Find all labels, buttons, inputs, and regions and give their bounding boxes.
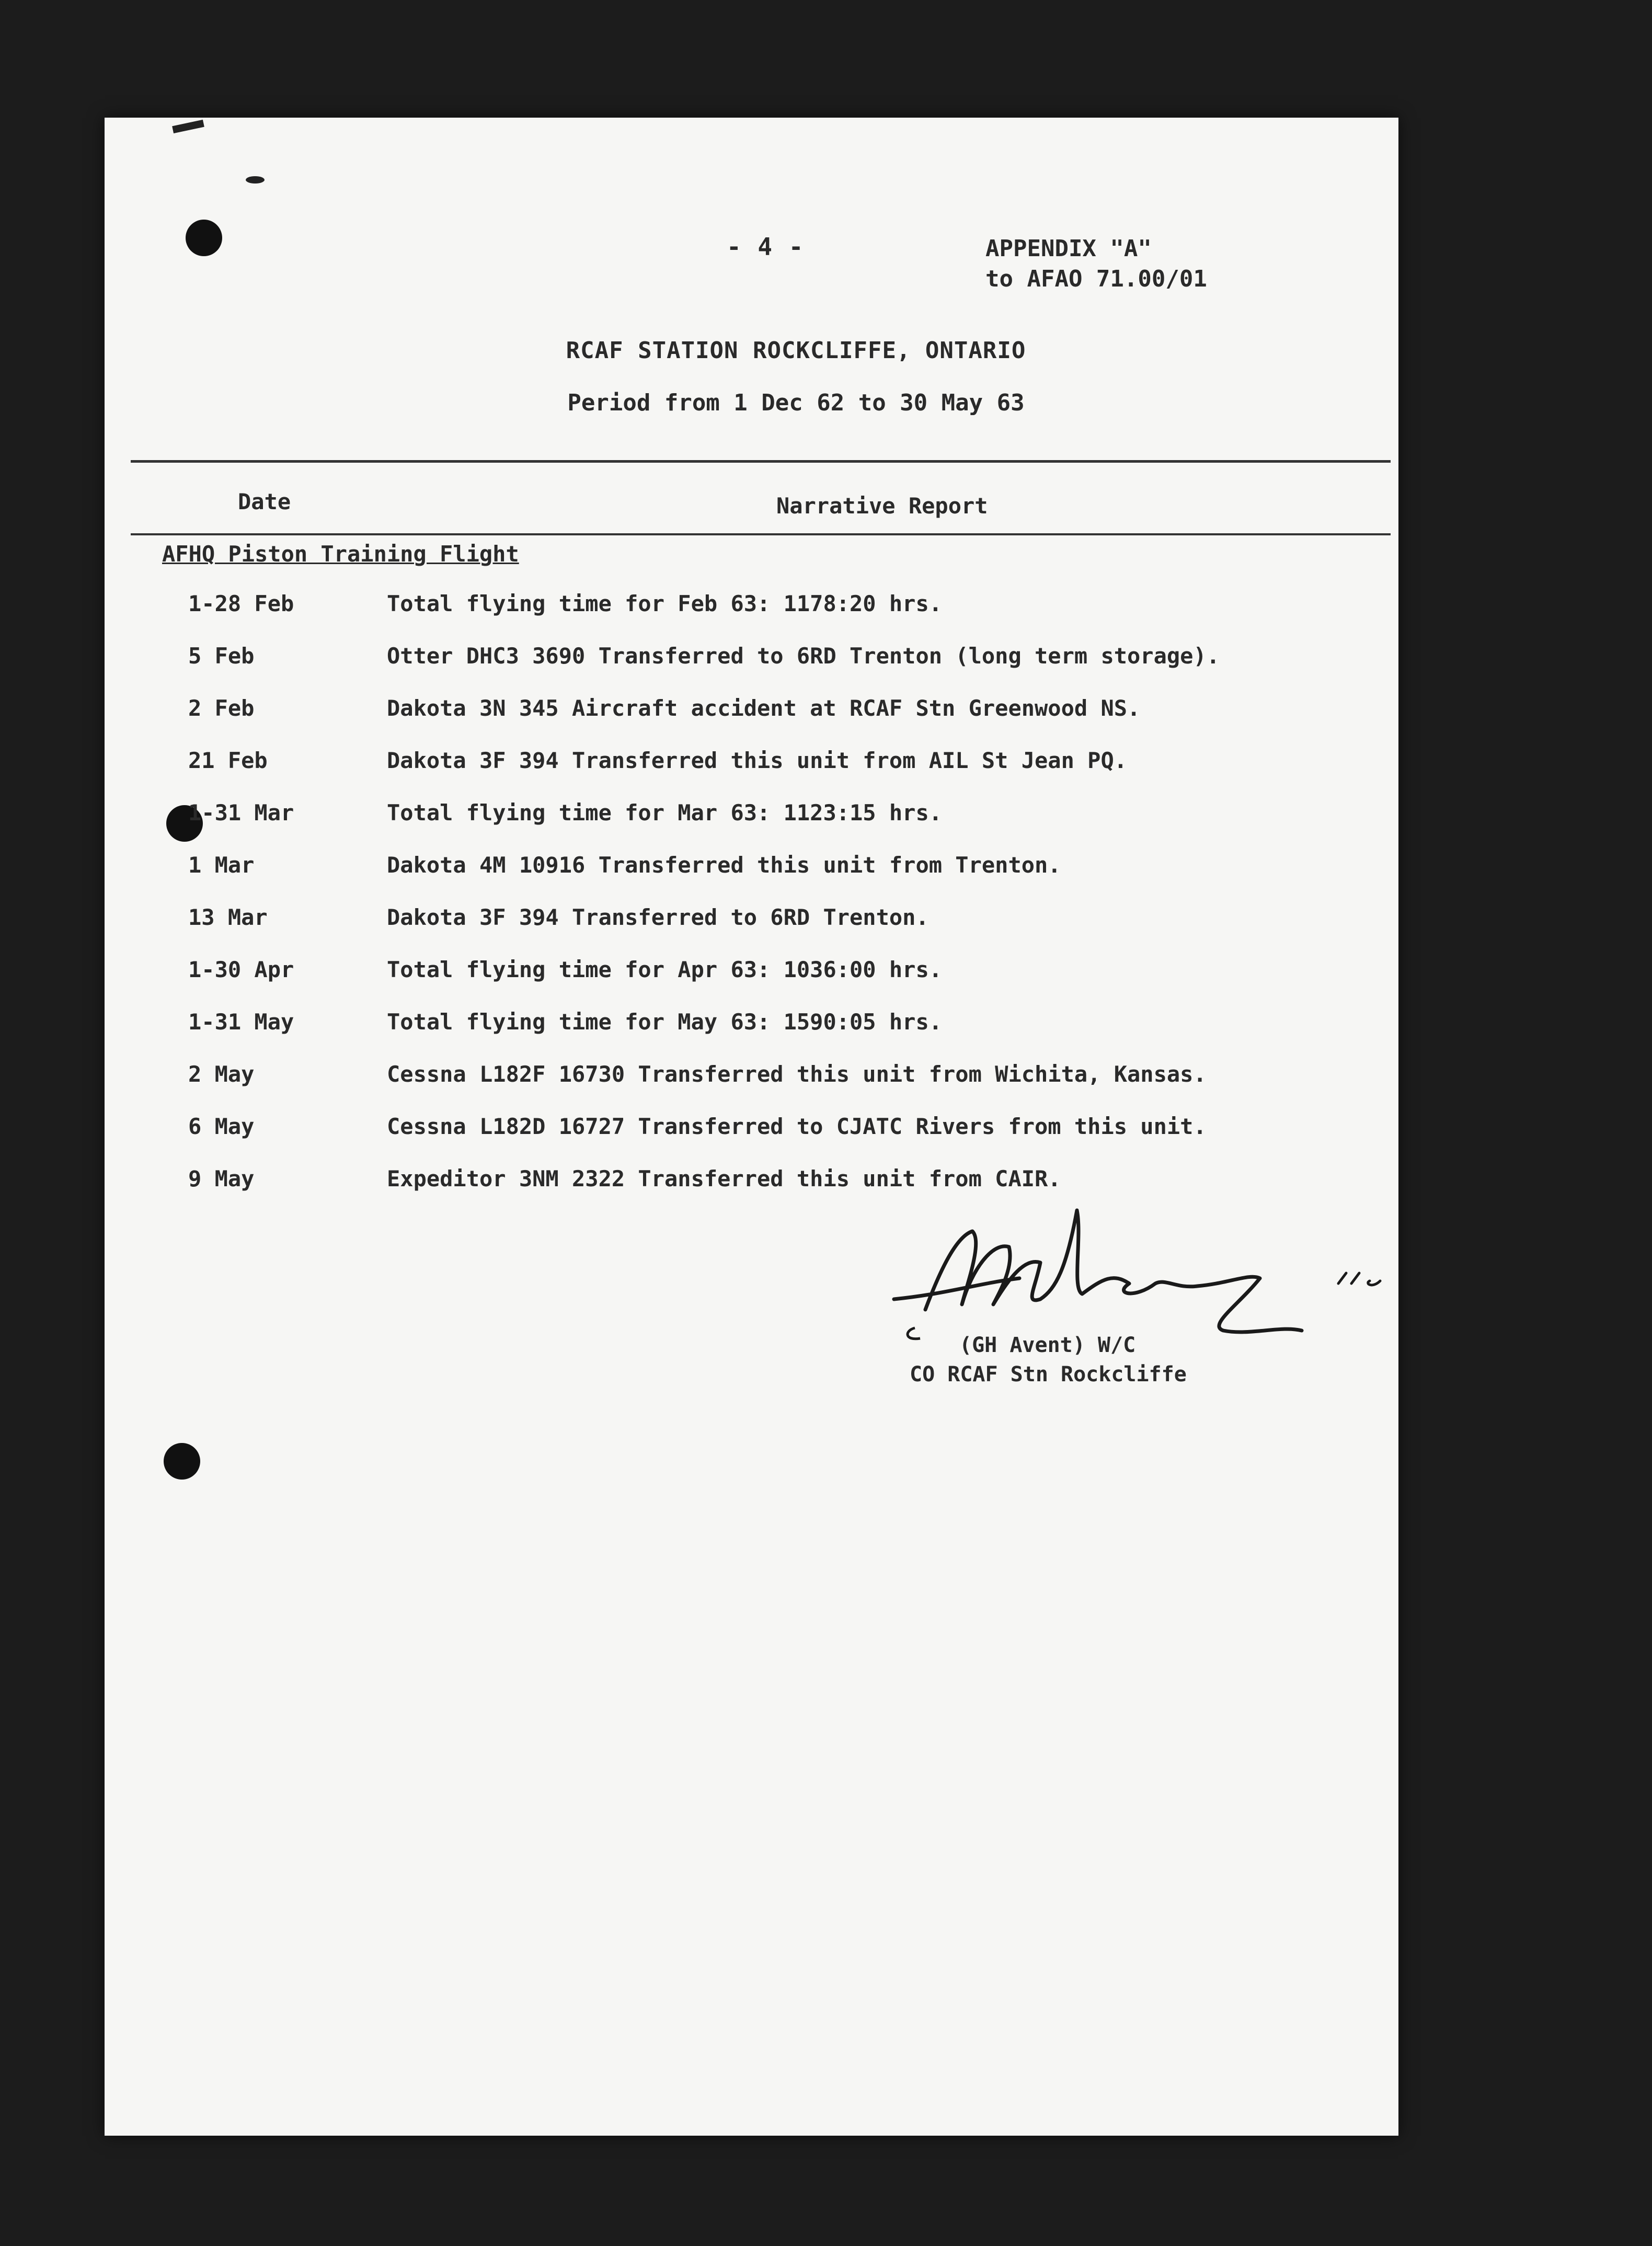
entry-narrative: Cessna L182D 16727 Transferred to CJATC Rivers from this unit. [387,1114,1207,1139]
signatory-name: (GH Avent) W/C [959,1333,1136,1357]
table-row [188,800,1338,852]
column-header-date: Date [238,489,291,514]
entry-date: 2 Feb [188,695,255,721]
appendix-line: APPENDIX "A" [985,235,1152,262]
header-rule [131,460,1391,463]
section-heading: AFHQ Piston Training Flight [162,541,519,567]
corner-ink-mark [246,176,265,184]
punch-hole [164,1443,200,1480]
column-header-narrative: Narrative Report [776,493,988,519]
appendix-reference [985,234,1207,294]
entries-list [188,591,1338,1218]
entry-narrative: Dakota 3F 394 Transferred this unit from AIL St Jean PQ. [387,748,1128,773]
entry-date: 13 Mar [188,904,268,930]
table-row [188,1009,1338,1061]
table-header-rule [131,533,1391,535]
entry-narrative: Cessna L182F 16730 Transferred this unit from Wichita, Kansas. [387,1061,1207,1087]
entry-date: 5 Feb [188,643,255,669]
signatory-title: CO RCAF Stn Rockcliffe [910,1362,1187,1386]
entry-narrative: Total flying time for May 63: 1590:05 hrs. [387,1009,943,1035]
appendix-line: to AFAO 71.00/01 [985,266,1207,292]
entry-narrative: Dakota 3F 394 Transferred to 6RD Trenton. [387,904,929,930]
table-row [188,591,1338,643]
period-line: Period from 1 Dec 62 to 30 May 63 [567,389,1025,416]
entry-narrative: Total flying time for Mar 63: 1123:15 hrs. [387,800,943,826]
document-page [105,118,1398,2136]
entry-narrative: Dakota 3N 345 Aircraft accident at RCAF Stn Greenwood NS. [387,695,1141,721]
corner-ink-mark [172,120,204,133]
signature-block [910,1331,1187,1389]
table-row [188,852,1338,904]
table-row [188,1061,1338,1114]
entry-narrative: Total flying time for Feb 63: 1178:20 hrs. [387,591,943,616]
table-row [188,1114,1338,1166]
entry-date: 2 May [188,1061,255,1087]
entry-narrative: Otter DHC3 3690 Transferred to 6RD Trenton (long term storage). [387,643,1220,669]
entry-date: 9 May [188,1166,255,1191]
table-row [188,643,1338,695]
entry-date: 1 Mar [188,852,255,878]
entry-narrative: Dakota 4M 10916 Transferred this unit from Trenton. [387,852,1061,878]
entry-date: 1-30 Apr [188,957,294,982]
entry-date: 1-28 Feb [188,591,294,616]
entry-narrative: Expeditor 3NM 2322 Transferred this unit from CAIR. [387,1166,1061,1191]
entry-date: 1-31 May [188,1009,294,1035]
page-title: RCAF STATION ROCKCLIFFE, ONTARIO [566,337,1026,364]
table-row [188,904,1338,957]
table-row [188,748,1338,800]
punch-hole [186,220,222,256]
entry-date: 6 May [188,1114,255,1139]
table-row [188,695,1338,748]
table-row [188,957,1338,1009]
entry-date: 21 Feb [188,748,268,773]
entry-narrative: Total flying time for Apr 63: 1036:00 hrs. [387,957,943,982]
page-number: - 4 - [727,233,805,261]
entry-date: 1-31 Mar [188,800,294,826]
